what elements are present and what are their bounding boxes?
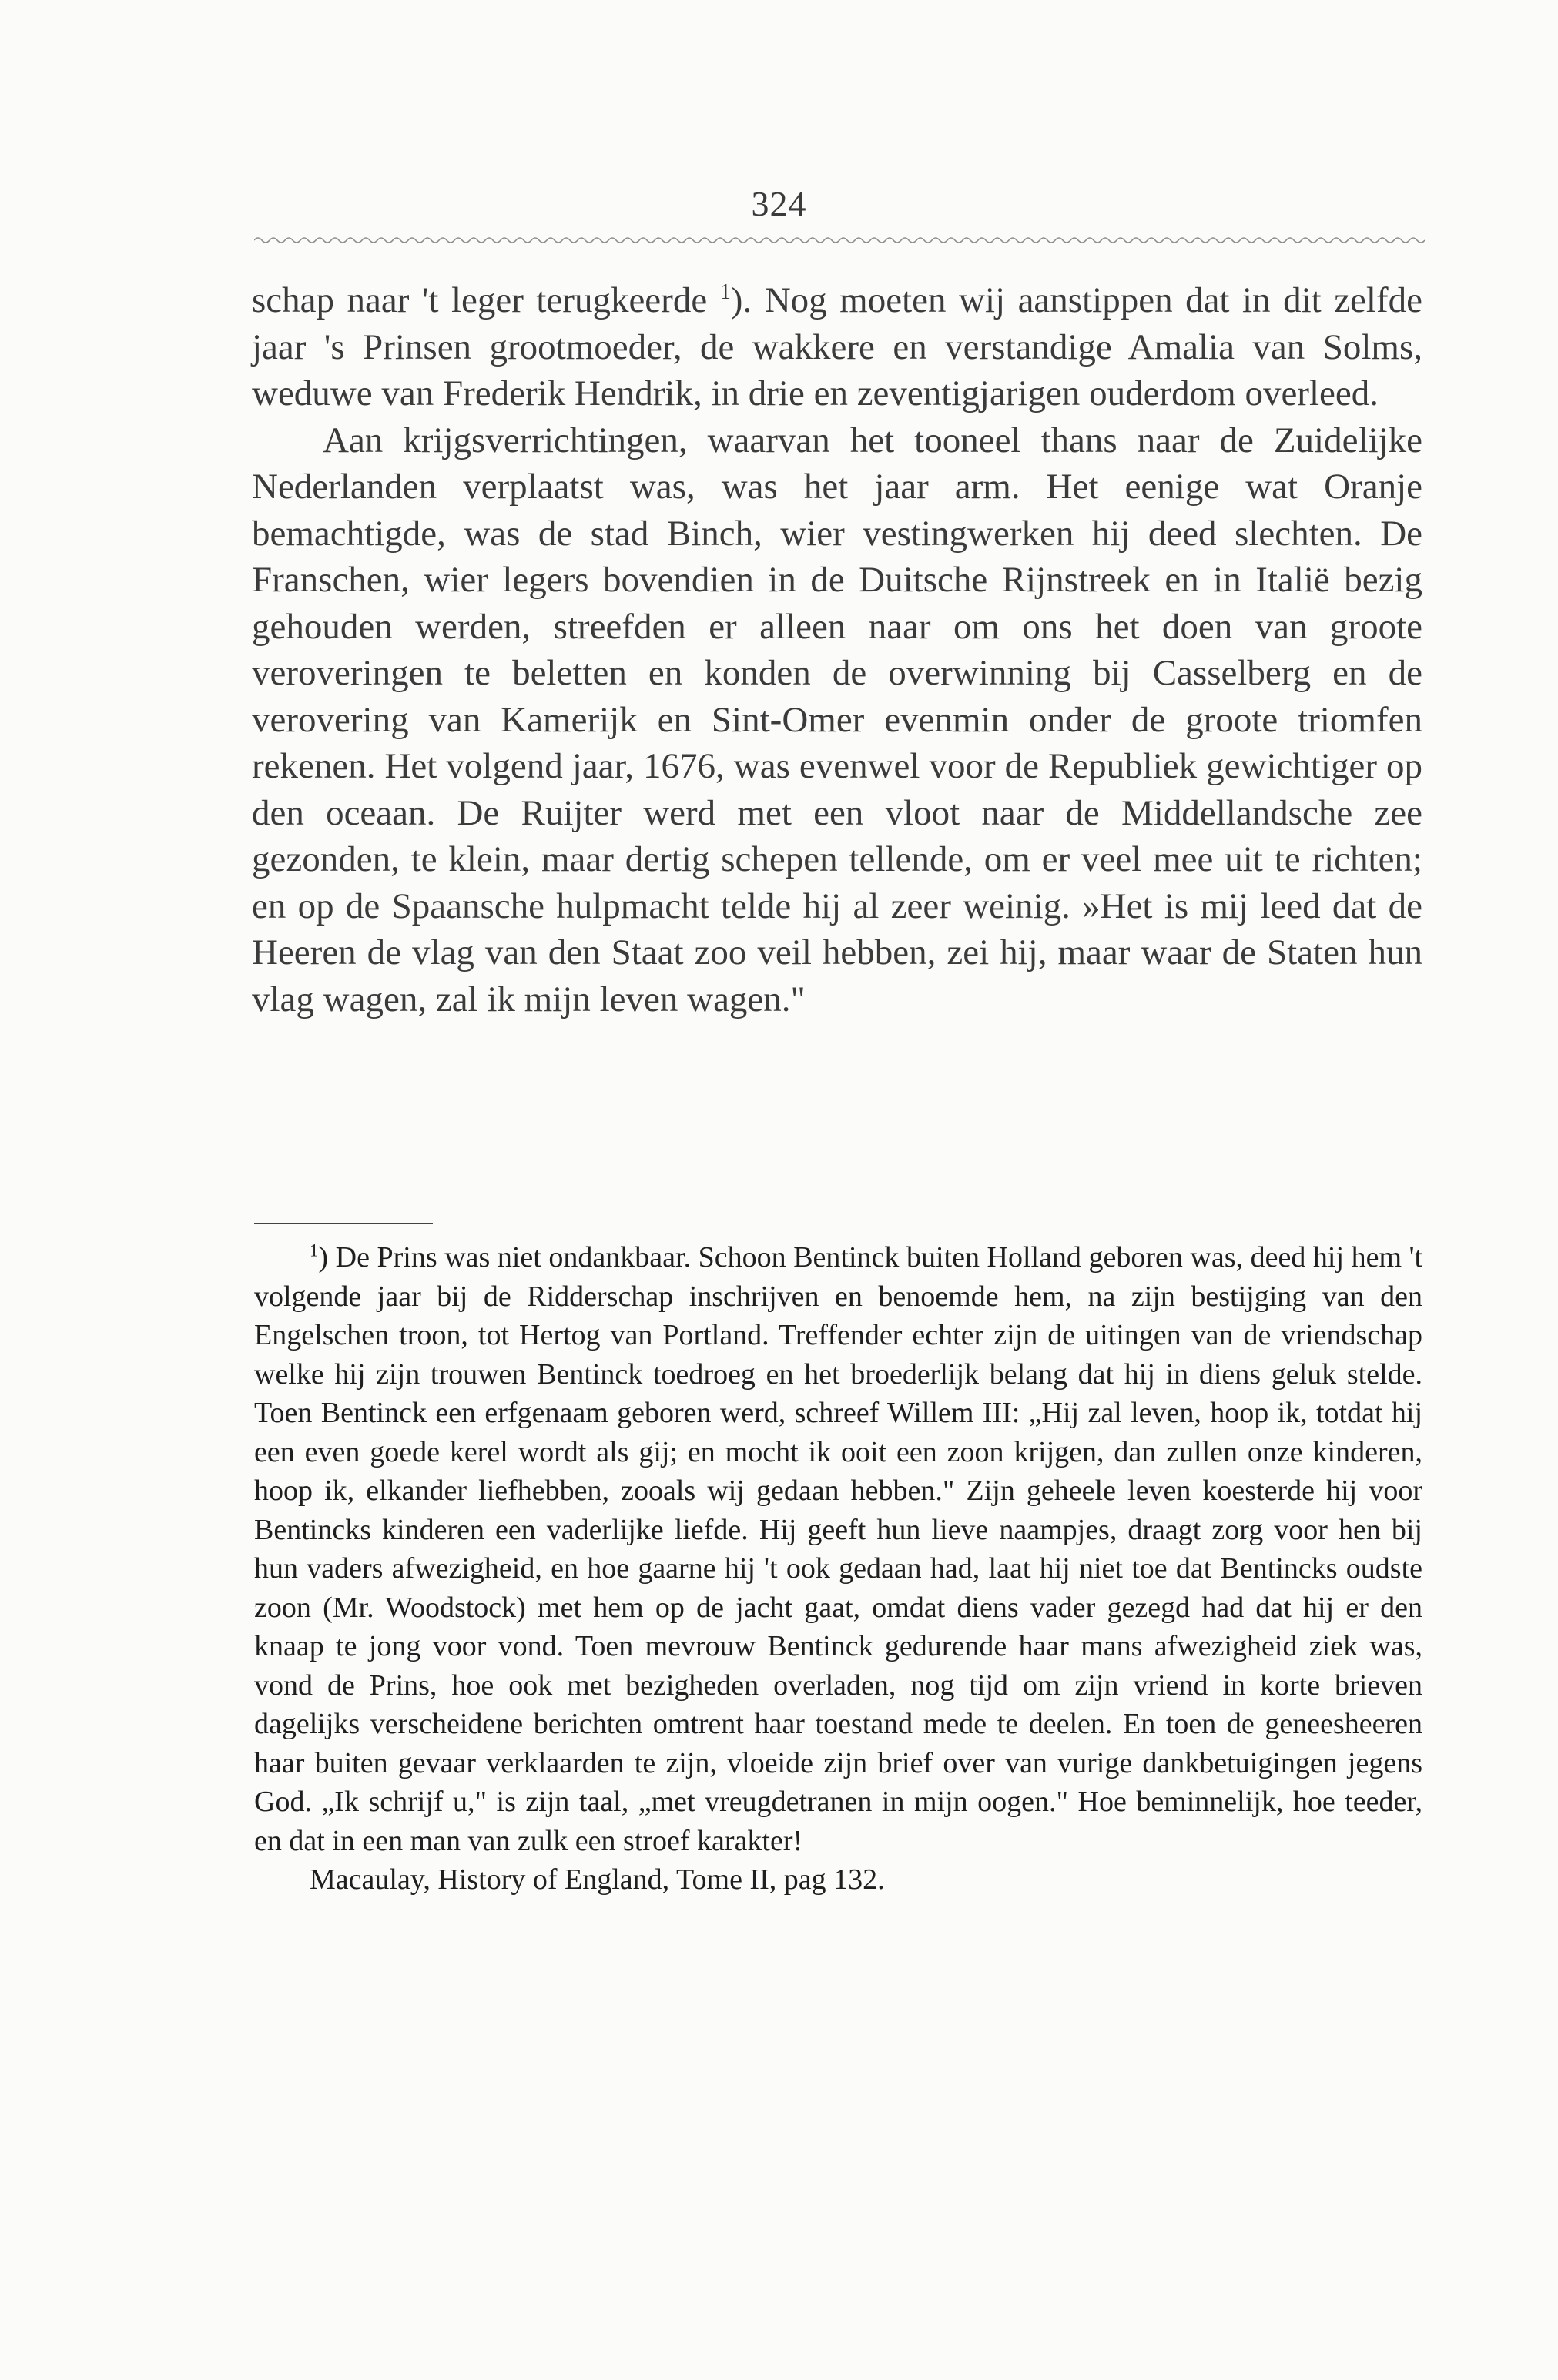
footnote — [254, 1238, 1422, 1860]
footnote-text: ) De Prins was niet ondankbaar. Schoon Bentinck buiten Holland geboren was, deed hij hem 't volgende jaar bij de Ridderschap inschrijven en benoemde hem, na zijn bestijging van den Engelschen troon, tot Hertog van Portland. Treffender echter zijn de uitingen van de vriendschap welke hij zijn trouwen Bentinck toedroeg en het broederlijk belang dat hij in diens geluk stelde. Toen Bentinck een erfgenaam geboren werd, schreef Willem III: „Hij zal leven, hoop ik, totdat hij een even goede kerel wordt als gij; en mocht ik ooit een zoon krijgen, dan zullen onze kinderen, hoop ik, elkander liefhebben, zooals wij gedaan hebben." Zijn geheele leven koesterde hij voor Bentincks kinderen een vaderlijke liefde. Hij geeft hun lieve naampjes, draagt zorg voor hen bij hun vaders afwezigheid, en hoe gaarne hij 't ook gedaan had, laat hij niet toe dat Bentincks oudste zoon (Mr. Woodstock) met hem op de jacht gaat, omdat diens vader gezegd had dat hij er den knaap te jong voor vond. Toen mevrouw Bentinck gedurende haar mans afwezigheid ziek was, vond de Prins, hoe ook met bezigheden overladen, nog tijd om zijn vriend in korte brieven dagelijks verscheidene berichten omtrent haar toestand mede te deelen. En toen de geneesheeren haar buiten gevaar verklaarden te zijn, vloeide zijn brief over van vurige dankbetuigingen jegens God. „Ik schrijf u," is zijn taal, „met vreugdetranen in mijn oogen." Hoe beminnelijk, hoe teeder, en dat in een man van zulk een stroef karakter! — [254, 1241, 1422, 1857]
footnote-source: Macaulay, History of England, Tome II, pag 132. — [310, 1863, 885, 1896]
page-number: 324 — [751, 184, 807, 223]
paragraph: Aan krijgsverrichtingen, waarvan het tooneel thans naar de Zuidelijke Nederlanden verplaatst was, was het jaar arm. Het eenige wat Oranje bemachtigde, was de stad Binch, wier vestingwerken hij deed slechten. De Franschen, wier legers bovendien in de Duitsche Rijnstreek en in Italië bezig gehouden werden, streefden er alleen naar om ons het doen van groote veroveringen te beletten en konden de overwinning bij Casselberg en de verovering van Kamerijk en Sint-Omer evenmin onder de groote triomfen rekenen. Het volgend jaar, 1676, was evenwel voor de Republiek gewichtiger op den oceaan. De Ruijter werd met een vloot naar de Middellandsche zee gezonden, te klein, maar dertig schepen tellende, om er veel mee uit te richten; en op de Spaansche hulpmacht telde hij al zeer weinig. »Het is mij leed dat de Heeren de vlag van den Staat zoo veil hebben, zei hij, maar waar de Staten hun vlag wagen, zal ik mijn leven wagen." — [252, 420, 1422, 1019]
paragraph-text: schap naar 't leger terugkeerde — [252, 280, 720, 320]
main-text — [252, 277, 1422, 1023]
footnote-divider — [254, 1223, 433, 1224]
footnote-reference: 1 — [719, 280, 731, 305]
header-rule-ornament — [254, 231, 1425, 249]
footnote-marker: 1 — [310, 1240, 319, 1260]
paragraph — [252, 277, 1422, 417]
footnotes — [254, 1238, 1422, 1900]
paragraph-text: ). Nog moeten wij aanstippen dat in dit zelfde jaar 's Prinsen grootmoeder, de wakkere en verstandige Amalia van Solms, weduwe van Frederik Hendrik, in drie en zeventigjarigen ouderdom overleed. — [252, 280, 1422, 413]
